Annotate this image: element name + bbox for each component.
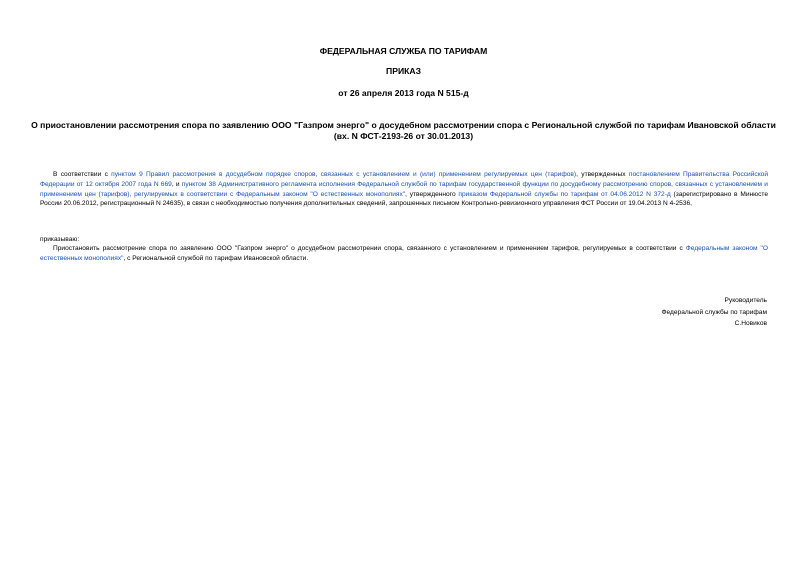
signature-position: Руководитель (724, 297, 767, 304)
preamble-text-4: , утвержденного (405, 190, 459, 198)
paragraph-preamble (40, 170, 768, 209)
link-fst-order-372[interactable]: приказом Федеральной службы по тарифам от 04.06.2012 N 372-д (458, 190, 671, 198)
document-date-number: от 26 апреля 2013 года N 515-д (338, 88, 469, 98)
link-federal-law-monopolies[interactable]: Федеральным законом "О естественных монополиях" (40, 245, 769, 262)
preamble-text-1: В соответствии с (53, 171, 112, 178)
title-reference: (вх. N ФСТ-2193-26 от 30.01.2013) (333, 130, 474, 141)
signature-organization: Федеральной службы по тарифам (661, 308, 767, 316)
link-rules-point-9[interactable]: пунктом 9 Правил рассмотрения в досудебном порядке споров, связанных с установлением и (или) применением регулируемых цен (тарифов) (111, 171, 577, 178)
preamble-text-3: , и (171, 180, 182, 188)
link-government-decree-669[interactable]: постановлением Правительства Российской Федерации от 12 октября 2007 года N 669 (40, 171, 769, 188)
document-title (30, 120, 777, 141)
preamble-text-5: (зарегистрировано в Минюсте России 20.06.2012, регистрационный N 24635), в связи с необходимостью получения дополнительных сведений, запрошенных письмом Контрольно-ревизионного управления ФСТ России от 19.04.2013 N 4-2536, (40, 190, 769, 208)
title-main: О приостановлении рассмотрения спора по заявлению ООО "Газпром энерго" о досудебном рассмотрении спора с Региональной службой по тарифам Ивановской области (31, 120, 776, 130)
preamble-text-2: , утвержденных (576, 171, 629, 178)
signature-name: С.Новиков (734, 320, 767, 327)
agency-name: ФЕДЕРАЛЬНАЯ СЛУЖБА ПО ТАРИФАМ (319, 46, 488, 56)
document-type: ПРИКАЗ (386, 66, 421, 76)
signature-block (662, 295, 768, 330)
decision-text-1: Приостановить рассмотрение спора по заявлению ООО "Газпром энерго" о досудебном рассмотрении спора, связанного с установлением и применением тарифов, регулируемых в соответствии с (53, 245, 686, 252)
paragraph-order-word: приказываю: (40, 236, 80, 243)
link-regulation-point-38[interactable]: пунктом 38 Административного регламента исполнения Федеральной службой по тарифам государственной функции по досудебному рассмотрению споров, связанных с установлением и применением цен (тарифов), регулируемых в соответствии с Федеральным законом "О естественных монополиях" (40, 180, 768, 198)
paragraph-decision (40, 244, 768, 264)
decision-text-2: , с Региональной службой по тарифам Ивановской области. (123, 254, 309, 262)
